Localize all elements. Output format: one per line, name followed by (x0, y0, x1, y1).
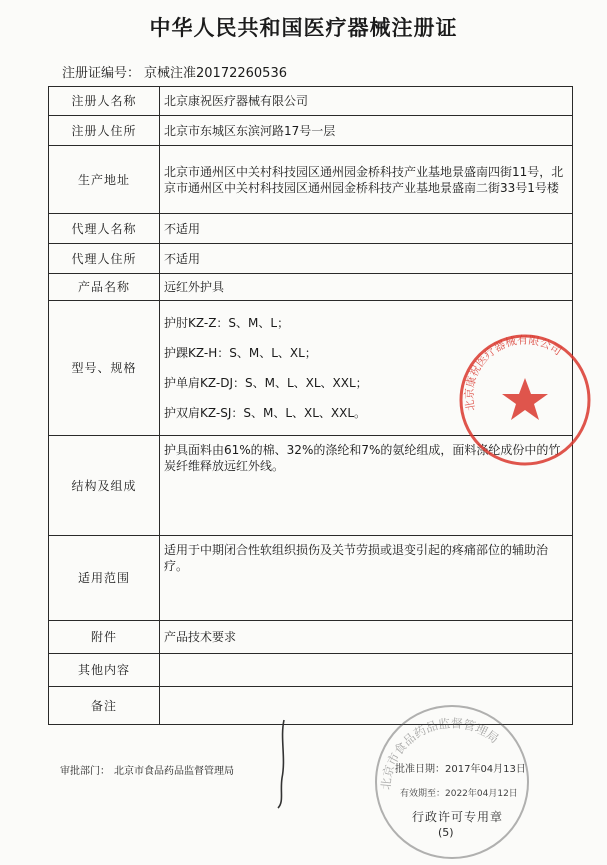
svg-text:北京市食品药品监督管理局 (379, 715, 502, 790)
spec-item: 护肘KZ-Z：S、M、L； (164, 316, 290, 330)
approval-department (60, 762, 234, 777)
seal-number: (5) (438, 826, 454, 839)
row-label: 结构及组成 (49, 436, 160, 536)
registrant-name: 北京康祝医疗器械有限公司 (160, 87, 573, 116)
approval-date: 批准日期：2017年04月13日 (395, 764, 526, 775)
official-seal (370, 700, 535, 865)
agent-address: 不适用 (160, 244, 573, 274)
department-value: 北京市食品药品监督管理局 (114, 766, 234, 777)
spec-item: 护踝KZ-H：S、M、L、XL； (164, 346, 317, 360)
attachment-value: 产品技术要求 (160, 621, 573, 654)
row-label: 代理人名称 (49, 214, 160, 244)
product-name: 远红外护具 (160, 274, 573, 301)
table-row (49, 116, 573, 146)
valid-date: 有效期至：2022年04月12日 (400, 789, 518, 799)
table-row (49, 654, 573, 687)
registrant-address: 北京市东城区东滨河路17号一层 (160, 116, 573, 146)
row-label: 附件 (49, 621, 160, 654)
company-seal (455, 330, 595, 470)
row-label: 其他内容 (49, 654, 160, 687)
table-row (49, 536, 573, 621)
row-label: 备注 (49, 687, 160, 725)
application-scope: 适用于中期闭合性软组织损伤及关节劳损或退变引起的疼痛部位的辅助治疗。 (160, 536, 573, 621)
page-title: 中华人民共和国医疗器械注册证 (149, 16, 458, 40)
signature-stroke (270, 718, 294, 810)
row-label: 型号、规格 (49, 301, 160, 436)
registration-label: 注册证编号： (62, 66, 141, 81)
other-content (160, 654, 573, 687)
table-row (49, 621, 573, 654)
department-label: 审批部门： (60, 766, 110, 777)
registration-number (62, 62, 287, 81)
table-row (49, 214, 573, 244)
structure-composition: 护具面料由61%的棉、32%的涤纶和7%的氨纶组成，面料涤纶成份中的竹炭纤维释放远红外线。 (160, 436, 573, 536)
row-label: 代理人住所 (49, 244, 160, 274)
row-label: 产品名称 (49, 274, 160, 301)
table-row (49, 244, 573, 274)
table-row (49, 274, 573, 301)
spec-item: 护单肩KZ-DJ：S、M、L、XL、XXL； (164, 376, 368, 390)
seal-type: 行政许可专用章 (412, 810, 504, 824)
row-label: 生产地址 (49, 146, 160, 214)
company-seal-text: 北京康祝医疗器械有限公司 (462, 333, 564, 412)
agent-name: 不适用 (160, 214, 573, 244)
table-row (49, 146, 573, 214)
row-label: 注册人住所 (49, 116, 160, 146)
row-label: 注册人名称 (49, 87, 160, 116)
official-seal-text: 北京市食品药品监督管理局 (378, 716, 502, 791)
registration-value: 京械注准20172260536 (144, 66, 287, 81)
table-row (49, 87, 573, 116)
spec-item: 护双肩KZ-SJ：S、M、L、XL、XXL。 (164, 406, 367, 420)
row-label: 适用范围 (49, 536, 160, 621)
production-address: 北京市通州区中关村科技园区通州园金桥科技产业基地景盛南四街11号，北京市通州区中关村科技园区通州园金桥科技产业基地景盛南二街33号1号楼 (160, 146, 573, 214)
